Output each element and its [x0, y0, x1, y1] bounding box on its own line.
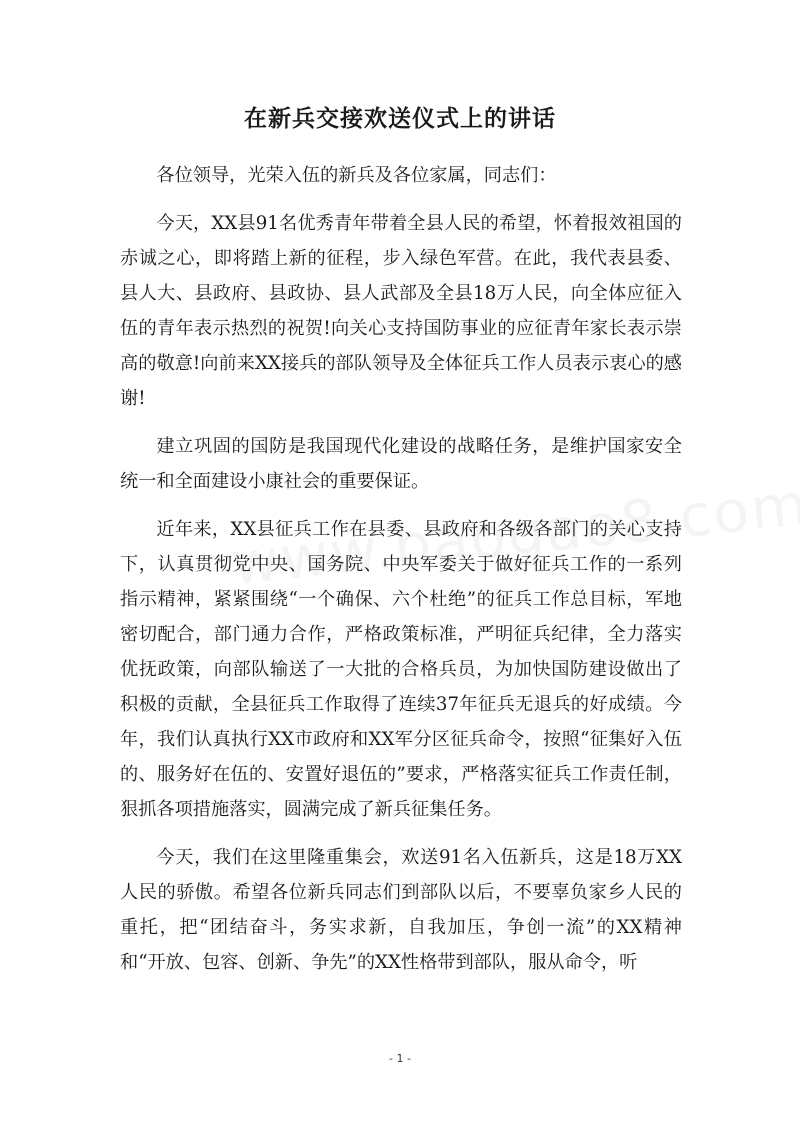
document-body	[120, 158, 682, 993]
paragraph-salutation: 各位领导，光荣入伍的新兵及各位家属，同志们：	[156, 165, 557, 186]
paragraph: 近年来，XX县征兵工作在县委、县政府和各级各部门的关心支持下，认真贯彻党中央、国务院、中央军委关于做好征兵工作的一系列指示精神，紧紧围绕“一个确保、六个杜绝”的征兵工作总目标，军地密切配合，部门通力合作，严格政策标准，严明征兵纪律，全力落实优抚政策，向部队输送了一大批的合格兵员，为加快国防建设做出了积极的贡献，全县征兵工作取得了连续37年征兵无退兵的好成绩。今年，我们认真执行XX市政府和XX军分区征兵命令，按照“征集好入伍的、服务好在伍的、安置好退伍的”要求，严格落实征兵工作责任制，狠抓各项措施落实，圆满完成了新兵征集任务。	[120, 519, 682, 820]
paragraph: 今天，我们在这里隆重集会，欢送91名入伍新兵，这是18万XX人民的骄傲。希望各位新兵同志们到部队以后，不要辜负家乡人民的重托，把“团结奋斗，务实求新，自我加压，争创一流”的XX精神和“开放、包容、创新、争先”的XX性格带到部队，服从命令，听	[120, 847, 682, 973]
document-title: 在新兵交接欢送仪式上的讲话	[244, 106, 556, 132]
page-number: - 1 -	[389, 1052, 411, 1065]
paragraph: 建立巩固的国防是我国现代化建设的战略任务，是维护国家安全统一和全面建设小康社会的重要保证。	[120, 436, 682, 492]
paragraph: 今天，XX县91名优秀青年带着全县人民的希望，怀着报效祖国的赤诚之心，即将踏上新的征程，步入绿色军营。在此，我代表县委、县人大、县政府、县政协、县人武部及全县18万人民，向全体应征入伍的青年表示热烈的祝贺!向关心支持国防事业的应征青年家长表示崇高的敬意!向前来XX接兵的部队领导及全体征兵工作人员表示衷心的感谢!	[120, 213, 682, 409]
